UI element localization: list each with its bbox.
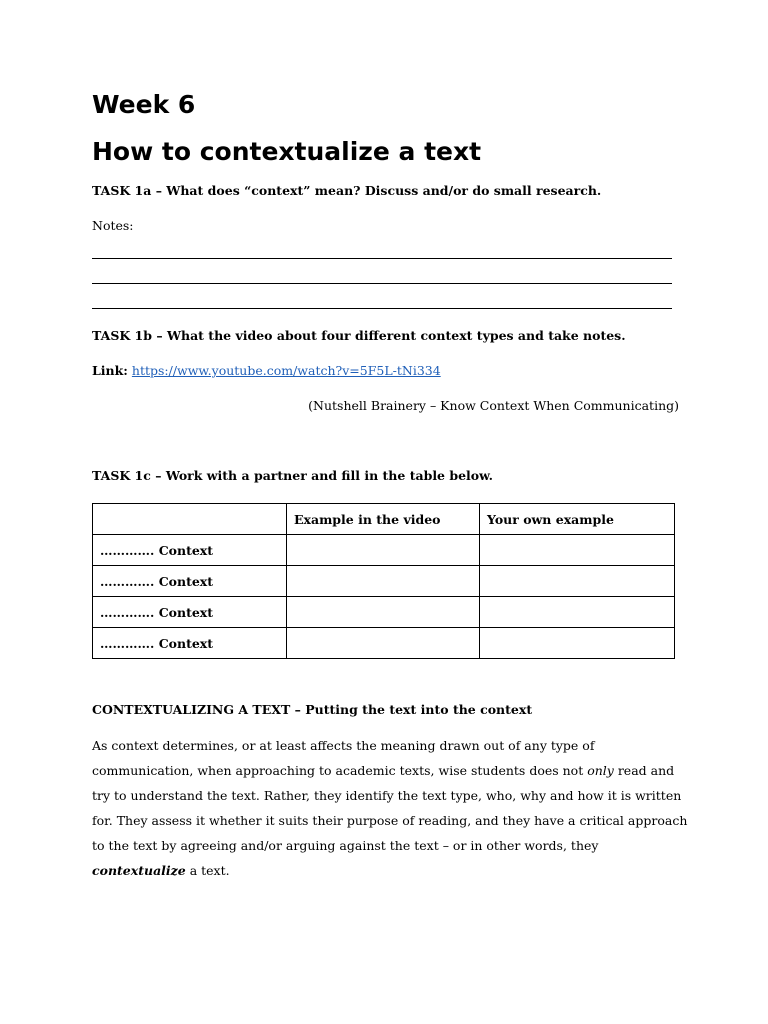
context-type-cell[interactable]: …………. Context (93, 597, 287, 628)
own-example-cell[interactable] (480, 535, 675, 566)
table-row (93, 628, 675, 659)
video-example-cell[interactable] (287, 535, 480, 566)
paragraph-text: As context determines, or at least affects the meaning drawn out of any type of communication, when approaching to academic texts, wise students does not (92, 738, 595, 778)
video-link[interactable]: https://www.youtube.com/watch?v=5F5L-tNi334 (131, 363, 441, 378)
table-row (93, 597, 675, 628)
own-example-cell[interactable] (480, 566, 675, 597)
context-table (92, 503, 675, 659)
video-example-cell[interactable] (287, 566, 480, 597)
section-heading: CONTEXTUALIZING A TEXT – Putting the text into the context (92, 702, 533, 717)
notes-line[interactable] (92, 258, 672, 259)
context-type-cell[interactable]: …………. Context (93, 628, 287, 659)
paragraph-emphasis: only (587, 763, 614, 778)
context-type-cell[interactable]: …………. Context (93, 566, 287, 597)
table-header-cell (93, 504, 287, 535)
video-example-cell[interactable] (287, 597, 480, 628)
task-1c: TASK 1c – Work with a partner and fill in the table below. (92, 468, 494, 483)
table-row (93, 535, 675, 566)
notes-line[interactable] (92, 308, 672, 309)
notes-line[interactable] (92, 283, 672, 284)
paragraph-text: read and try to understand the text. Rather, they identify the text type, who, why and how it is written for. They assess it whether it suits their purpose of reading, and they have a critical approach to the text by agreeing and/or arguing against the text – or in other words, they (92, 763, 688, 853)
paragraph-keyword: contextualize (92, 863, 186, 878)
task-1a: TASK 1a – What does “context” mean? Discuss and/or do small research. (92, 183, 602, 198)
video-credit: (Nutshell Brainery – Know Context When Communicating) (308, 398, 679, 413)
paragraph-text: a text. (185, 863, 230, 878)
table-header-row (93, 504, 675, 535)
video-link-row (92, 362, 441, 380)
own-example-cell[interactable] (480, 597, 675, 628)
video-example-cell[interactable] (287, 628, 480, 659)
link-label: Link: (92, 363, 128, 378)
task-1b: TASK 1b – What the video about four different context types and take notes. (92, 328, 626, 343)
page-heading: How to contextualize a text (92, 137, 482, 166)
table-header-cell: Example in the video (287, 504, 480, 535)
table-row (93, 566, 675, 597)
own-example-cell[interactable] (480, 628, 675, 659)
table-header-cell: Your own example (480, 504, 675, 535)
body-paragraph (92, 733, 692, 883)
notes-label: Notes: (92, 218, 134, 233)
page-title: Week 6 (92, 90, 196, 119)
context-type-cell[interactable]: …………. Context (93, 535, 287, 566)
